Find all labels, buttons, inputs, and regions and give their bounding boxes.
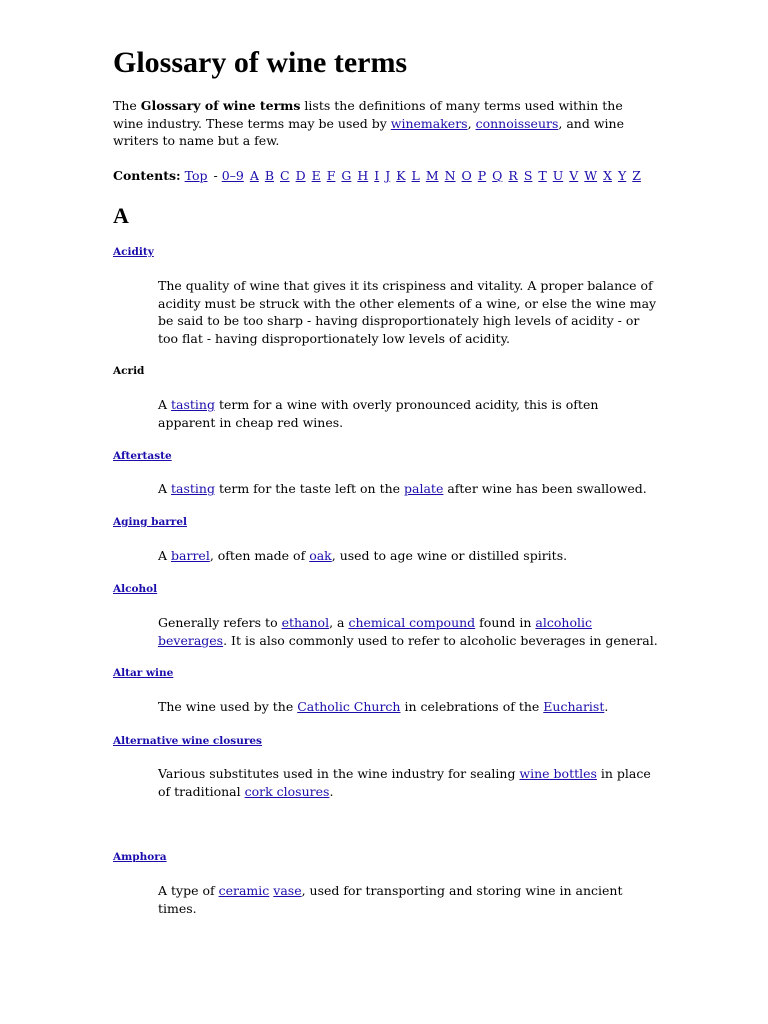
- link-wine-bottles[interactable]: wine bottles: [519, 766, 597, 781]
- link-eucharist[interactable]: Eucharist: [543, 699, 605, 714]
- intro-paragraph: The Glossary of wine terms lists the definitions of many terms used within the wine industry. These terms may be used by winemakers, connoisseurs, and wine writers to name but a few.: [113, 98, 624, 148]
- link-winemakers[interactable]: winemakers: [390, 115, 468, 131]
- contents-link-k[interactable]: K: [396, 168, 406, 183]
- contents-link-a[interactable]: A: [249, 168, 259, 183]
- contents-link-top[interactable]: Top: [184, 168, 208, 183]
- section-heading-a: A: [113, 203, 129, 228]
- contents-link-g[interactable]: G: [341, 168, 352, 183]
- link-ceramic[interactable]: ceramic: [218, 883, 270, 898]
- contents-link-x[interactable]: X: [603, 168, 612, 183]
- term-aftertaste[interactable]: Aftertaste: [113, 450, 172, 462]
- link-alcoholic-beverages[interactable]: alcoholic beverages: [158, 615, 592, 648]
- link-connoisseurs[interactable]: connoisseurs: [475, 115, 559, 131]
- term-acrid: Acrid: [113, 365, 145, 377]
- contents-link-y[interactable]: Y: [617, 168, 627, 183]
- intro-bold-title: Glossary of wine terms: [140, 98, 301, 113]
- definition-amphora: A type of ceramic vase, used for transporting and storing wine in ancient times.: [158, 883, 623, 916]
- term-alternative-wine-closures[interactable]: Alternative wine closures: [113, 735, 262, 747]
- contents-letter-links: [250, 168, 643, 183]
- link-tasting[interactable]: tasting: [171, 397, 215, 412]
- link-barrel[interactable]: barrel: [171, 548, 210, 563]
- contents-index: Contents: Top - 0–9 A B C D E F G H I J K L M N O P Q R S T U V W X Y Z: [113, 168, 641, 183]
- contents-link-n[interactable]: N: [444, 168, 456, 183]
- link-ethanol[interactable]: ethanol: [281, 615, 330, 630]
- term-alcohol[interactable]: Alcohol: [113, 583, 158, 595]
- link-oak[interactable]: oak: [309, 548, 332, 563]
- contents-link-p[interactable]: P: [477, 168, 487, 183]
- contents-link-d[interactable]: D: [295, 168, 306, 183]
- contents-link-q[interactable]: Q: [492, 168, 503, 183]
- contents-link-u[interactable]: U: [552, 168, 564, 183]
- contents-link-e[interactable]: E: [311, 168, 321, 183]
- link-vase[interactable]: vase: [273, 883, 302, 898]
- definition-aging-barrel: A barrel, often made of oak, used to age wine or distilled spirits.: [158, 548, 568, 563]
- contents-link-t[interactable]: T: [538, 168, 547, 183]
- contents-link-o[interactable]: O: [461, 168, 472, 183]
- contents-link-c[interactable]: C: [280, 168, 290, 183]
- contents-link-b[interactable]: B: [264, 168, 275, 183]
- term-altar-wine[interactable]: Altar wine: [113, 667, 174, 679]
- link-tasting-2[interactable]: tasting: [171, 481, 215, 496]
- term-acidity[interactable]: Acidity: [113, 246, 154, 258]
- contents-link-l[interactable]: L: [411, 168, 420, 183]
- definition-altar-wine: The wine used by the Catholic Church in celebrations of the Eucharist.: [158, 699, 609, 714]
- contents-link-m[interactable]: M: [425, 168, 439, 183]
- term-aging-barrel[interactable]: Aging barrel: [113, 516, 187, 528]
- definition-acrid: A tasting term for a wine with overly pronounced acidity, this is often apparent in cheap red wines.: [158, 397, 599, 430]
- definition-alcohol: Generally refers to ethanol, a chemical compound found in alcoholic beverages. It is also commonly used to refer to alcoholic beverages in general.: [158, 615, 658, 648]
- definition-acidity: The quality of wine that gives it its crispiness and vitality. A proper balance of acidity must be struck with the other elements of a wine, or else the wine may be said to be too sharp - having disproportionately high levels of acidity - or too flat - having disproportionately low levels of acidity.: [158, 278, 657, 346]
- contents-label: Contents:: [113, 168, 181, 183]
- definition-aftertaste: A tasting term for the taste left on the palate after wine has been swallowed.: [158, 481, 647, 496]
- contents-link-f[interactable]: F: [326, 168, 336, 183]
- link-cork-closures[interactable]: cork closures: [244, 783, 330, 799]
- link-palate[interactable]: palate: [404, 481, 444, 496]
- link-chemical-compound[interactable]: chemical compound: [348, 615, 476, 630]
- contents-link-w[interactable]: W: [584, 168, 598, 183]
- contents-link-z[interactable]: Z: [632, 168, 641, 183]
- page-title: Glossary of wine terms: [113, 46, 408, 79]
- definition-alternative-wine-closures: Various substitutes used in the wine industry for sealing wine bottles in place of traditional cork closures.: [158, 766, 651, 799]
- contents-link-s[interactable]: S: [523, 168, 533, 183]
- contents-link-i[interactable]: I: [374, 168, 380, 183]
- link-catholic-church[interactable]: Catholic Church: [297, 699, 401, 714]
- contents-link-j[interactable]: J: [385, 168, 391, 183]
- contents-link-v[interactable]: V: [569, 168, 579, 183]
- contents-link-0-9[interactable]: 0–9: [221, 168, 244, 183]
- contents-link-h[interactable]: H: [357, 168, 369, 183]
- contents-link-r[interactable]: R: [508, 168, 518, 183]
- term-amphora[interactable]: Amphora: [113, 851, 167, 863]
